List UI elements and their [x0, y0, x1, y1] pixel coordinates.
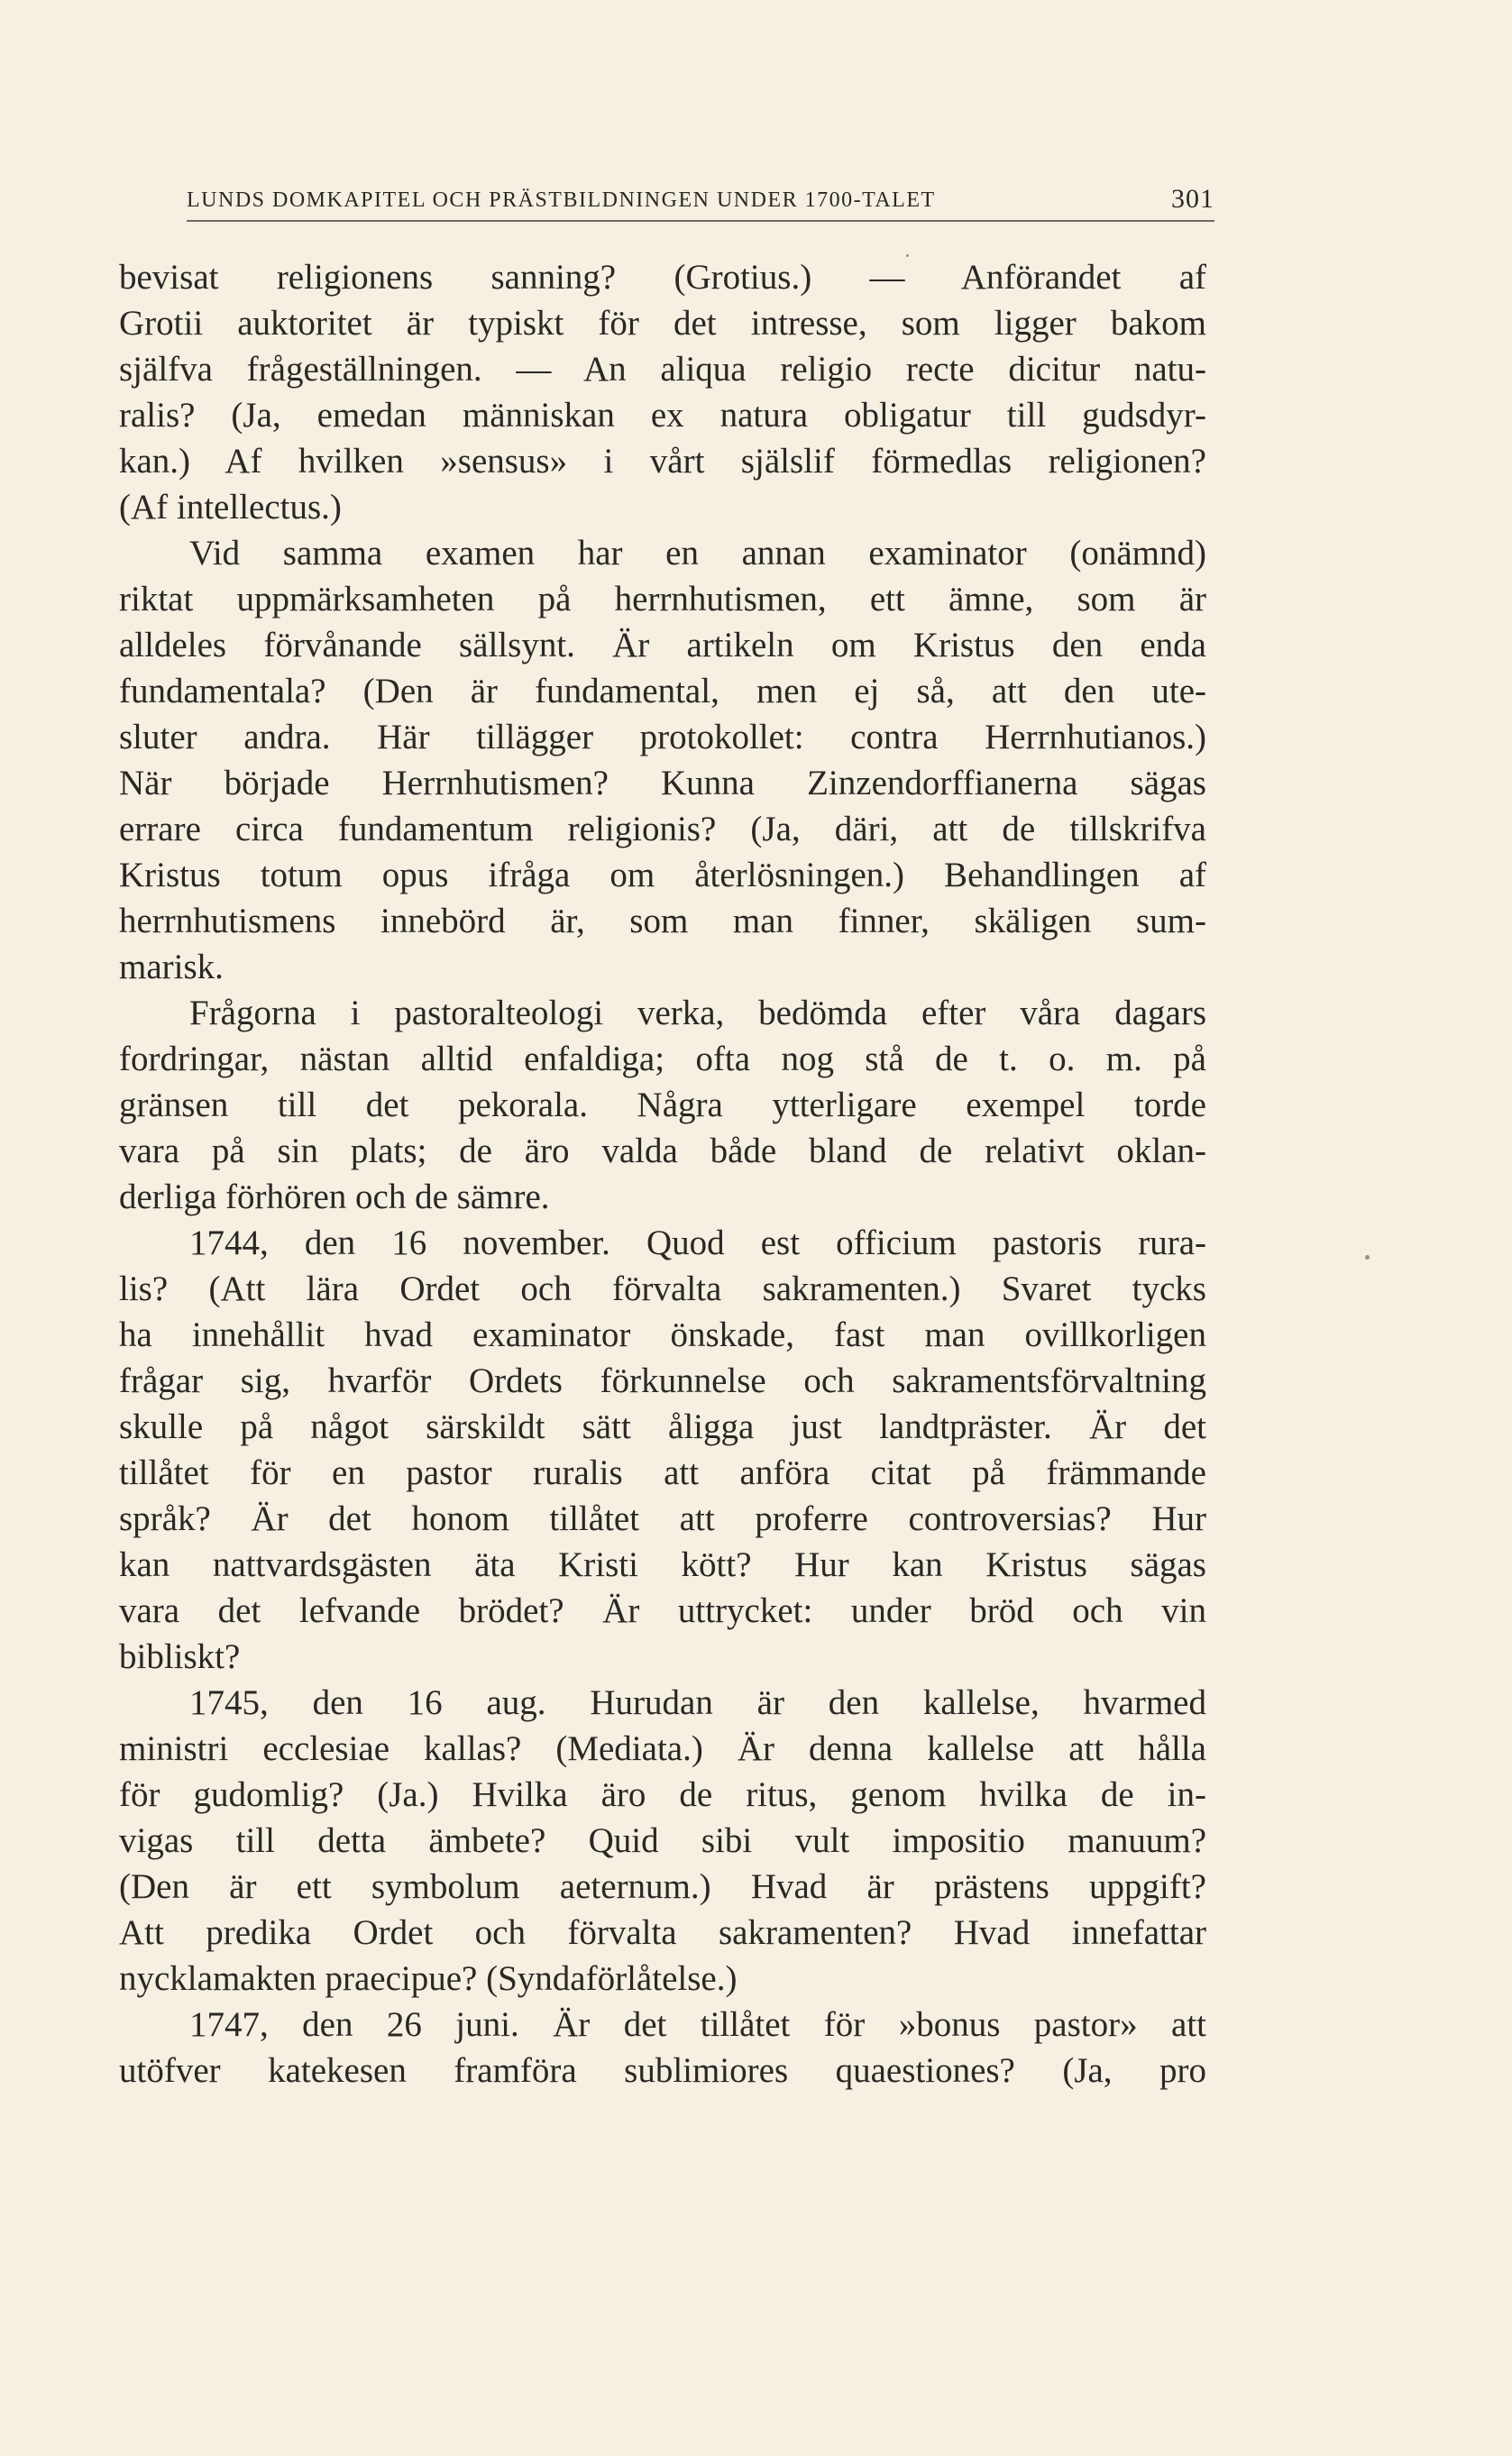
text-line: vara det lefvande brödet? Är uttrycket: under bröd och vin [119, 1591, 1206, 1630]
text-line: bibliskt? [119, 1637, 241, 1676]
text-line: Grotii auktoritet är typiskt för det intresse, som ligger bakom [119, 304, 1206, 343]
text-line: Att predika Ordet och förvalta sakramenten? Hvad innefattar [119, 1913, 1206, 1952]
text-line: (Af intellectus.) [119, 488, 342, 527]
body-text [119, 254, 1206, 2094]
text-line: fordringar, nästan alltid enfaldiga; ofta nog stå de t. o. m. på [119, 1040, 1206, 1078]
text-line: (Den är ett symbolum aeternum.) Hvad är prästens uppgift? [119, 1867, 1206, 1906]
text-line: Frågorna i pastoralteologi verka, bedömda efter våra dagars [189, 994, 1206, 1032]
text-line: kan nattvardsgästen äta Kristi kött? Hur kan Kristus sägas [119, 1545, 1206, 1584]
text-line: ralis? (Ja, emedan människan ex natura obligatur till gudsdyr- [119, 396, 1206, 435]
text-line: ha innehållit hvad examinator önskade, fast man ovillkorligen [119, 1315, 1206, 1354]
text-line: herrnhutismens innebörd är, som man finner, skäligen sum- [119, 902, 1206, 940]
text-line: 1744, den 16 november. Quod est officium pastoris rura- [189, 1223, 1206, 1262]
text-line: Vid samma examen har en annan examinator (onämnd) [189, 534, 1206, 573]
text-line: själfva frågeställningen. — An aliqua religio recte dicitur natu- [119, 350, 1206, 389]
text-line: utöfver katekesen framföra sublimiores quaestiones? (Ja, pro [119, 2051, 1206, 2090]
text-line: skulle på något särskildt sätt åligga just landtpräster. Är det [119, 1407, 1206, 1446]
text-line: marisk. [119, 948, 224, 986]
text-line: vigas till detta ämbete? Quid sibi vult impositio manuum? [119, 1821, 1206, 1860]
text-line: kan.) Af hvilken »sensus» i vårt själslif förmedlas religionen? [119, 442, 1206, 481]
page-number: 301 [1171, 184, 1214, 214]
text-line: bevisat religionens sanning? (Grotius.) — Anförandet af [119, 258, 1206, 297]
text-line: för gudomlig? (Ja.) Hvilka äro de ritus, genom hvilka de in- [119, 1775, 1206, 1814]
text-line: errare circa fundamentum religionis? (Ja, däri, att de tillskrifva [119, 810, 1206, 848]
text-line: fundamentala? (Den är fundamental, men ej så, att den ute- [119, 672, 1206, 710]
text-line: Kristus totum opus ifråga om återlösningen.) Behandlingen af [119, 856, 1206, 894]
text-line: gränsen till det pekorala. Några ytterligare exempel torde [119, 1086, 1206, 1124]
text-line: tillåtet för en pastor ruralis att anföra citat på främmande [119, 1453, 1206, 1492]
running-head-title: LUNDS DOMKAPITEL OCH PRÄSTBILDNINGEN UNDER 1700-TALET [187, 188, 936, 212]
text-line: vara på sin plats; de äro valda både bland de relativt oklan- [119, 1132, 1206, 1170]
text-line: riktat uppmärksamheten på herrnhutismen, ett ämne, som är [119, 580, 1206, 619]
text-line: nycklamakten praecipue? (Syndaförlåtelse.) [119, 1959, 738, 1998]
paper-speck [1365, 1255, 1370, 1260]
text-line: alldeles förvånande sällsynt. Är artikeln om Kristus den enda [119, 626, 1206, 664]
text-line: frågar sig, hvarför Ordets förkunnelse och sakramentsförvaltning [119, 1361, 1206, 1400]
text-line: lis? (Att lära Ordet och förvalta sakramenten.) Svaret tycks [119, 1269, 1206, 1308]
text-line: sluter andra. Här tillägger protokollet: contra Herrnhutianos.) [119, 718, 1206, 756]
running-head [187, 180, 1214, 222]
paper-speck [906, 254, 909, 257]
text-line: 1745, den 16 aug. Hurudan är den kallelse, hvarmed [189, 1683, 1206, 1722]
text-line: När började Herrnhutismen? Kunna Zinzendorffianerna sägas [119, 764, 1206, 802]
text-line: språk? Är det honom tillåtet att proferre controversias? Hur [119, 1499, 1206, 1538]
text-line: ministri ecclesiae kallas? (Mediata.) Är denna kallelse att hålla [119, 1729, 1206, 1768]
text-line: derliga förhören och de sämre. [119, 1178, 550, 1216]
text-line: 1747, den 26 juni. Är det tillåtet för »bonus pastor» att [189, 2005, 1206, 2044]
